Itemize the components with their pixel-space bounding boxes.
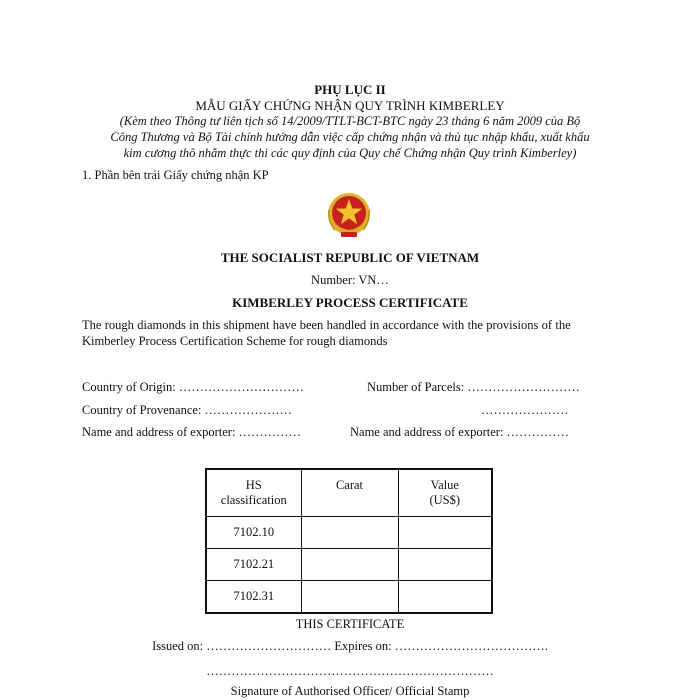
value-header	[398, 469, 492, 516]
value-header-line-2: (US$)	[429, 493, 461, 507]
certificate-number: Number: VN…	[311, 273, 389, 287]
appendix-note-line-1: (Kèm theo Thông tư liên tịch số 14/2009/TTLT-BCT-BTC ngày 23 tháng 6 năm 2009 của Bộ	[119, 114, 581, 128]
value-cell	[398, 580, 492, 613]
certificate-title: KIMBERLEY PROCESS CERTIFICATE	[232, 295, 468, 310]
table-row	[206, 580, 492, 613]
certificate-country: THE SOCIALIST REPUBLIC OF VIETNAM	[220, 250, 480, 265]
hs-header-line-2: classification	[220, 493, 287, 507]
section-label: 1. Phần bên trái Giấy chứng nhận KP	[82, 168, 269, 182]
table-row	[206, 516, 492, 548]
appendix-subtitle: MẪU GIẤY CHỨNG NHẬN QUY TRÌNH KIMBERLEY	[195, 98, 505, 113]
certificate-statement-line-1: The rough diamonds in this shipment have been handled in accordance with the provisions of the	[82, 318, 571, 332]
hs-header-line-1: HS	[245, 478, 262, 492]
hs-classification-table	[205, 468, 493, 614]
vietnam-national-emblem-icon	[325, 192, 373, 240]
issued-expires-field: Issued on: ………………………… Expires on: ……………………………….	[152, 639, 548, 653]
exporter-field-right: Name and address of exporter: ……………	[350, 425, 570, 439]
table-header-row	[206, 469, 492, 516]
country-of-provenance-field: Country of Provenance: …………………	[82, 403, 293, 417]
country-of-origin-field: Country of Origin: …………………………	[82, 380, 304, 394]
this-certificate-label: THIS CERTIFICATE	[295, 617, 405, 631]
carat-cell	[301, 548, 398, 580]
hs-code-cell: 7102.21	[206, 548, 301, 580]
appendix-note-line-3: kim cương thô nhằm thực thi các quy định của Quy chế Chứng nhận Quy trình Kimberley)	[123, 146, 577, 160]
value-cell	[398, 548, 492, 580]
appendix-note-line-2: Công Thương và Bộ Tài chính hướng dẫn việc cấp chứng nhận và thủ tục nhập khẩu, xuất khẩu	[110, 130, 590, 144]
carat-cell	[301, 580, 398, 613]
carat-cell	[301, 516, 398, 548]
table-row	[206, 548, 492, 580]
carat-header	[301, 469, 398, 516]
number-of-parcels-field: Number of Parcels: ………………………	[367, 380, 580, 394]
appendix-title: PHỤ LỤC II	[314, 82, 386, 97]
signature-line: ……………………………………………………………	[206, 664, 494, 678]
hs-code-cell: 7102.31	[206, 580, 301, 613]
carat-header-label: Carat	[335, 478, 364, 492]
certificate-statement-line-2: Kimberley Process Certification Scheme for rough diamonds	[82, 334, 388, 348]
value-header-line-1: Value	[430, 478, 459, 492]
value-cell	[398, 516, 492, 548]
exporter-field-left: Name and address of exporter: ……………	[82, 425, 302, 439]
provenance-right-dots: …………………	[481, 403, 569, 417]
hs-classification-header	[206, 469, 301, 516]
hs-code-cell: 7102.10	[206, 516, 301, 548]
signature-label: Signature of Authorised Officer/ Official Stamp	[230, 684, 470, 698]
